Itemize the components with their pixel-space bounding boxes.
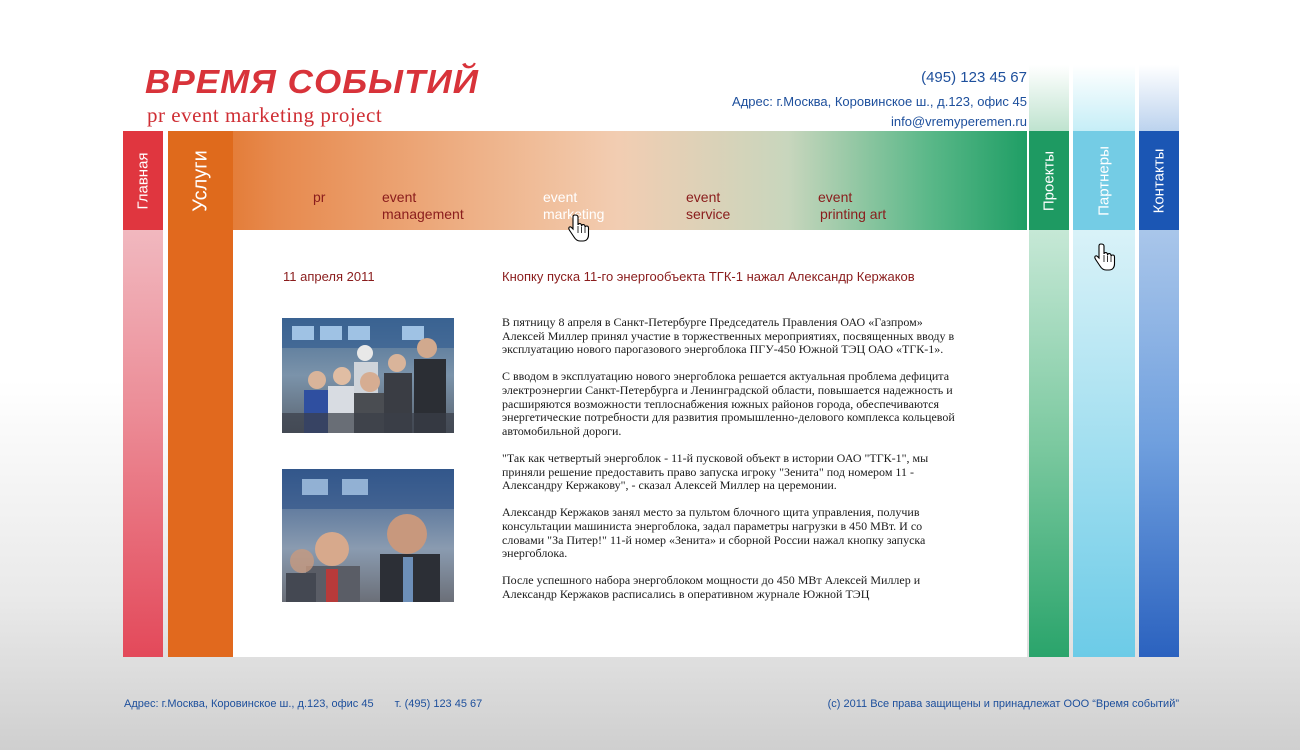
logo-title[interactable]: ВРЕМЯ СОБЫТИЙ [145,63,479,100]
article-photo-control-room [282,318,454,433]
nav-item-label-line1: event [686,189,721,205]
footer-copyright: (c) 2011 Все права защищены и принадлежат ООО “Время событий” [827,698,1179,710]
nav-item-label-line1: event [382,189,417,205]
tab-services-column [168,230,233,657]
header-phone: (495) 123 45 67 [921,69,1027,86]
article-photo-ceremony [282,469,454,602]
nav-item-event-printing-art[interactable] [818,189,886,223]
tab-home-column [123,230,163,657]
header-email-link[interactable]: info@vremyperemen.ru [890,114,1027,129]
tab-partners-top [1073,65,1135,131]
article-paragraph: "Так как четвертый энергоблок - 11-й пусковой объект в истории ОАО "ТГК-1", мы приняли решение предоставить право запуска игроку "Зенита" под номером 11 - Александру Кержакову", - сказал Алексей Миллер на церемонии. [502,450,929,493]
tab-contacts-column [1139,230,1179,657]
tab-partners-column [1073,230,1135,657]
nav-item-event-management[interactable] [382,189,464,223]
tab-contacts[interactable] [1139,131,1179,230]
tab-home[interactable] [123,131,163,230]
tab-services[interactable] [168,131,233,230]
tab-projects[interactable] [1029,131,1069,230]
nav-item-pr-label: pr [313,189,326,205]
article-paragraph: С вводом в эксплуатацию нового энергоблока решается актуальная проблема дефицита электроэнергии Санкт-Петербурга и Ленинградской области, повышается надежность и расширяются возможности теплоснабжения южных районов города, обеспечиваются энергетические потребности для развития промышленно-делового комплекса кольцевой автомобильной дороги. [502,369,955,438]
article-date: 11 апреля 2011 [283,269,375,284]
nav-item-label-line2: service [686,206,731,222]
tab-partners[interactable] [1073,131,1135,230]
tab-contacts-top [1139,65,1179,131]
tab-services-label: Услуги [189,149,211,212]
nav-item-event-service[interactable] [686,189,730,223]
article-body [502,316,962,615]
nav-item-pr[interactable] [313,189,325,206]
article-title[interactable]: Кнопку пуска 11-го энергообъекта ТГК-1 нажал Александр Кержаков [502,269,915,284]
tab-projects-label: Проекты [1040,150,1058,211]
tab-partners-label: Партнеры [1095,145,1113,216]
header-address: Адрес: г.Москва, Коровинское ш., д.123, офис 45 [732,94,1027,109]
site-header [123,65,1027,131]
nav-item-label-line2: management [382,206,464,222]
footer-phone: т. (495) 123 45 67 [394,698,483,710]
nav-item-label-line2: marketing [543,206,605,222]
nav-item-label-line2: printing art [820,206,887,222]
tab-projects-column [1029,230,1069,657]
article-paragraph: Александр Кержаков занял место за пультом блочного щита управления, получив консультации машиниста энергоблока, задал параметры нагрузки в 450 МВт. И со словами "За Питер!" 11-й номер «Зенита» и сборной России нажал кнопку запуска энергоблока. [502,505,926,561]
article-paragraph: После успешного набора энергоблоком мощности до 450 МВт Алексей Миллер и Александр Кержаков расписались в оперативном журнале Южной ТЭЦ [502,573,921,601]
tab-contacts-label: Контакты [1150,148,1168,213]
footer-contacts [124,698,500,710]
tab-projects-top [1029,65,1069,131]
tab-home-label: Главная [134,151,152,210]
hand-cursor-icon [568,214,590,244]
footer-address: Адрес: г.Москва, Коровинское ш., д.123, офис 45 [124,698,374,710]
hand-cursor-icon [1094,243,1116,273]
nav-item-label-line1: event [818,189,853,205]
article-paragraph: В пятницу 8 апреля в Санкт-Петербурге Председатель Правления ОАО «Газпром» Алексей Миллер принял участие в торжественных мероприятиях, посвященных вводу в эксплуатацию нового парогазового энергоблока ПГУ-450 Южной ТЭЦ ОАО «ТГК-1». [502,315,955,357]
nav-item-label-line1: event [543,189,578,205]
logo-subtitle: pr event marketing project [147,103,383,127]
